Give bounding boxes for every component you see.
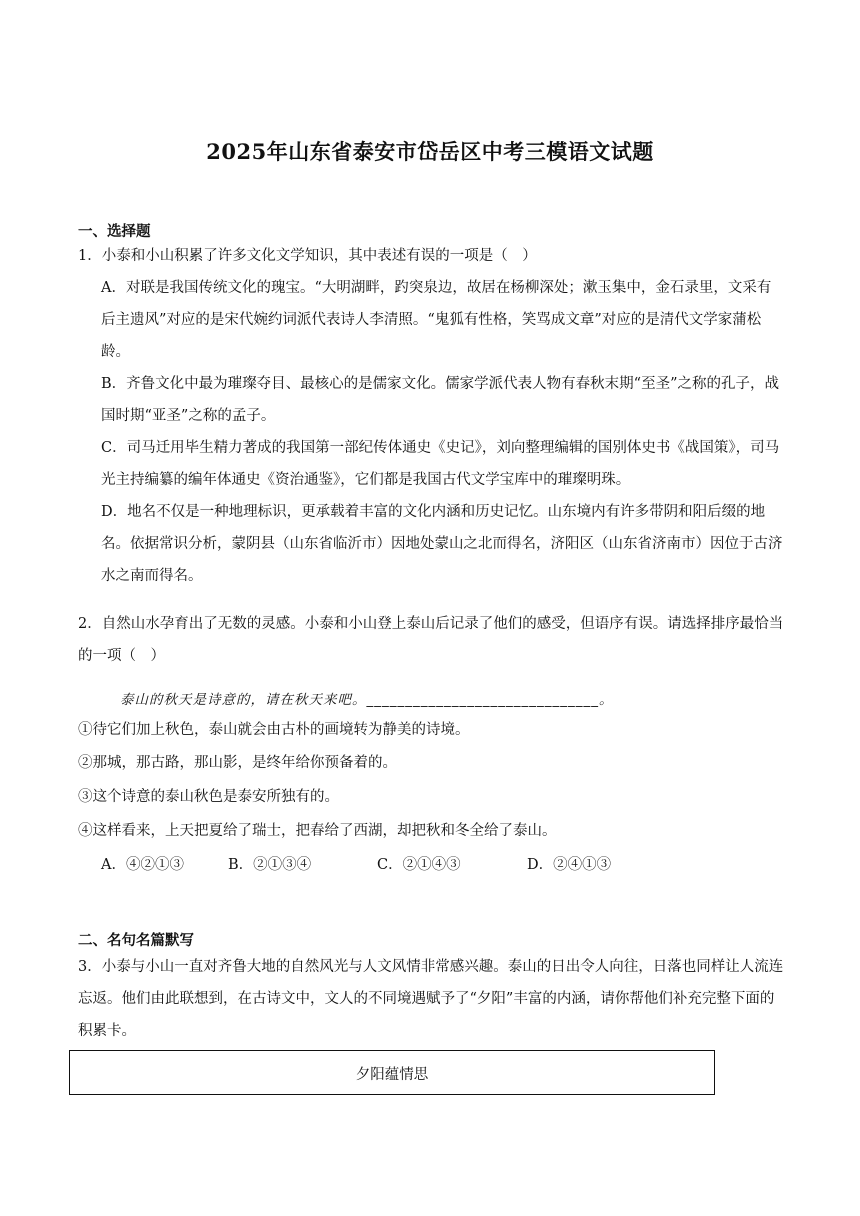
question-1-option-b: B．齐鲁文化中最为璀璨夺目、最核心的是儒家文化。儒家学派代表人物有春秋末期“至圣”之称的孔子，战国时期“亚圣”之称的孟子。	[101, 376, 779, 424]
question-2-stem: 2．自然山水孕育出了无数的灵感。小泰和小山登上泰山后记录了他们的感受，但语序有误。请选择排序最恰当的一项（ ）	[78, 616, 784, 664]
page-title: 2025年山东省泰安市岱岳区中考三模语文试题	[206, 139, 654, 164]
section-heading-recitation: 二、名句名篇默写	[78, 932, 194, 949]
question-2-sentence-1: ①待它们加上秋色，泰山就会由古朴的画境转为静美的诗境。	[78, 722, 470, 738]
question-2-sentence-2: ②那城，那古路，那山影，是终年给你预备着的。	[78, 755, 397, 771]
question-2-quote: 泰山的秋天是诗意的，请在秋天来吧。______________________________。	[120, 692, 614, 708]
question-3-stem: 3．小泰与小山一直对齐鲁大地的自然风光与人文风情非常感兴趣。泰山的日出令人向往，日落也同样让人流连忘返。他们由此联想到，在古诗文中，文人的不同境遇赋予了“夕阳”丰富的内涵，请你帮他们补充完整下面的积累卡。	[78, 959, 784, 1039]
question-1-stem: 1．小泰和小山积累了许多文化文学知识，其中表述有误的一项是（ ）	[78, 248, 537, 264]
question-1-option-c: C．司马迁用毕生精力著成的我国第一部纪传体通史《史记》，刘向整理编辑的国别体史书《战国策》，司马光主持编纂的编年体通史《资治通鉴》，它们都是我国古代文学宝库中的璀璨明珠。	[101, 440, 780, 488]
accumulation-card	[69, 1050, 715, 1095]
question-1-option-d: D．地名不仅是一种地理标识，更承载着丰富的文化内涵和历史记忆。山东境内有许多带阴和阳后缀的地名。依据常识分析，蒙阴县（山东省临沂市）因地处蒙山之北而得名，济阳区（山东省济南市）因位于古济水之南而得名。	[101, 504, 783, 584]
question-2-choice-b: B．②①③④	[228, 857, 312, 873]
accumulation-card-title: 夕阳蕴情思	[355, 1067, 429, 1083]
question-2-sentence-3: ③这个诗意的泰山秋色是泰安所独有的。	[78, 789, 339, 805]
question-1-option-a: A．对联是我国传统文化的瑰宝。“大明湖畔，趵突泉边，故居在杨柳深处；漱玉集中，金石录里，文采有后主遗风”对应的是宋代婉约词派代表诗人李清照。“鬼狐有性格，笑骂成文章”对应的是清代文学家蒲松龄。	[101, 280, 772, 360]
question-2-choice-c: C．②①④③	[377, 857, 461, 873]
question-2-choice-d: D．②④①③	[527, 857, 612, 873]
question-2-sentence-4: ④这样看来，上天把夏给了瑞士，把春给了西湖，却把秋和冬全给了泰山。	[78, 823, 557, 839]
question-2-choice-a: A．④②①③	[101, 857, 184, 873]
section-heading-choice: 一、选择题	[78, 223, 151, 240]
